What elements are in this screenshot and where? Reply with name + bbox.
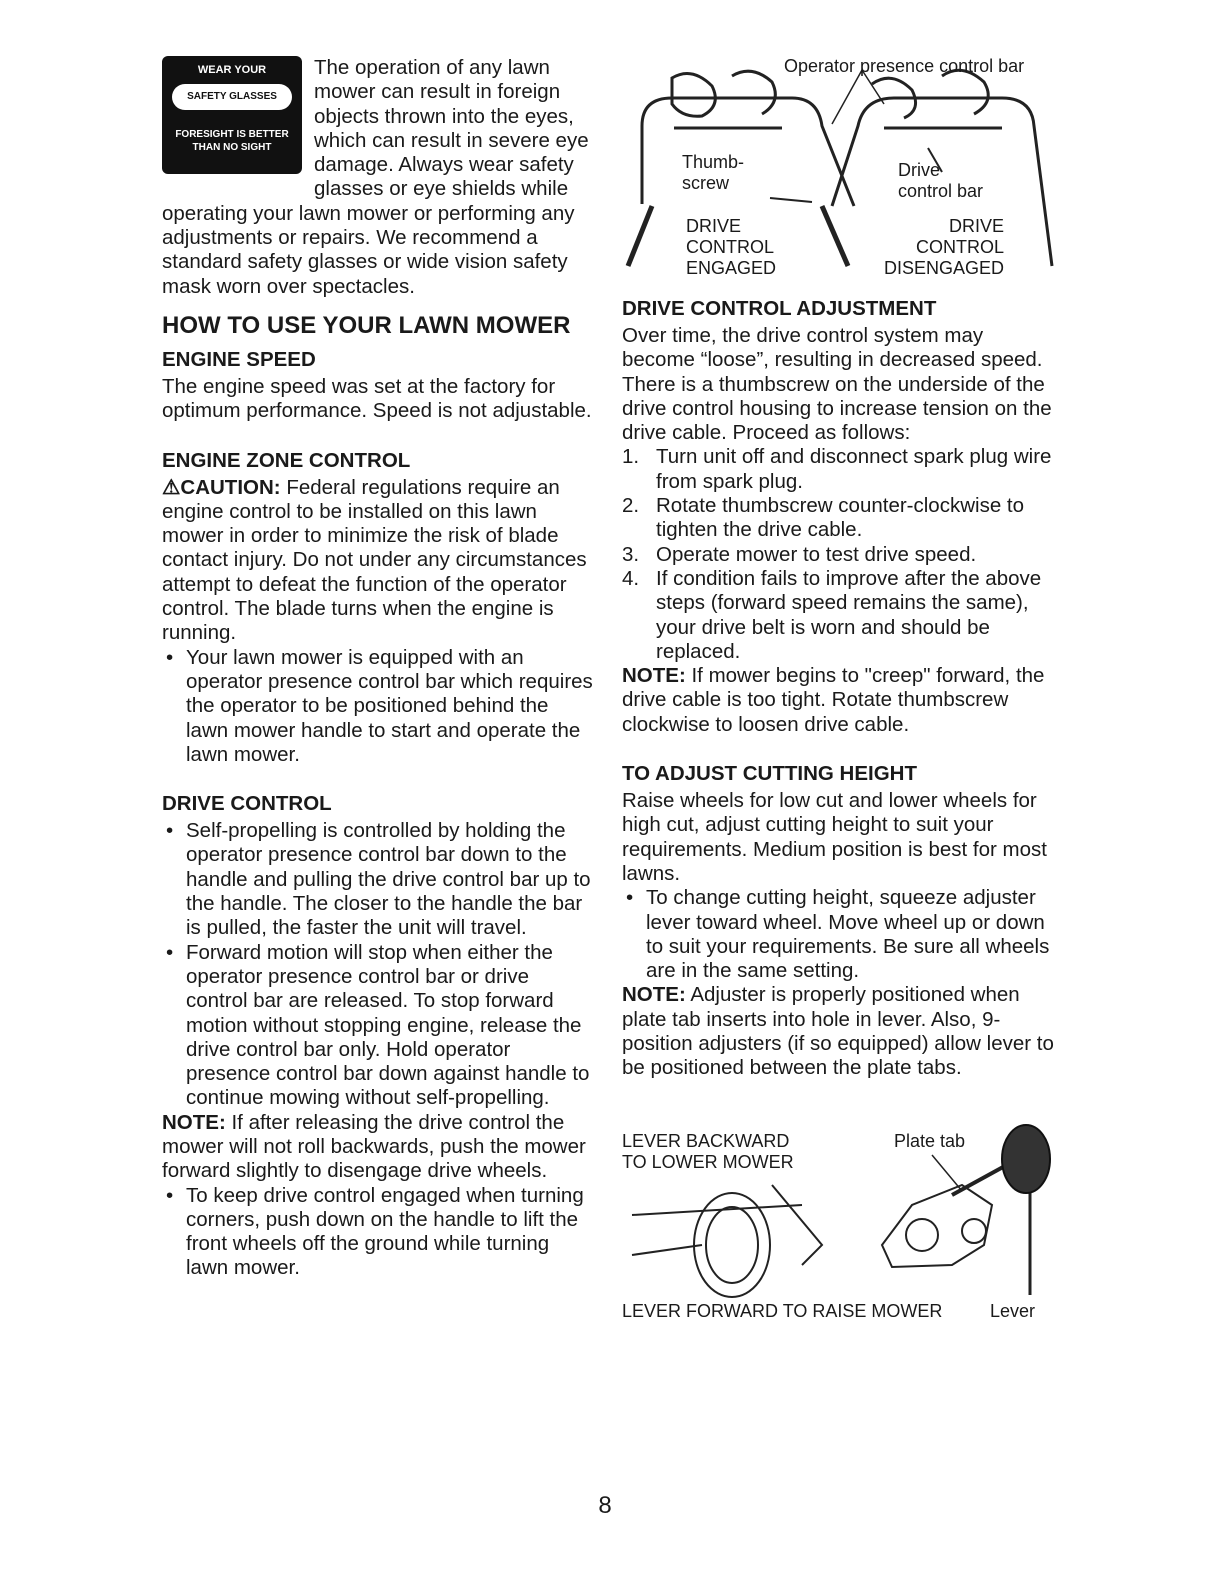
step-text: Turn unit off and disconnect spark plug wire from spark plug. <box>656 445 1052 493</box>
note-label: NOTE: <box>622 664 686 688</box>
step-text: Operate mower to test drive speed. <box>656 542 977 566</box>
thumbscrew-label: Thumb- screw <box>682 152 745 193</box>
note-text: If after releasing the drive control the mower will not roll backwards, push the mower forward slightly to disengage drive wheels. <box>162 1110 586 1183</box>
cutting-height-bullets <box>622 886 1054 983</box>
cutting-height-note <box>622 983 1054 1080</box>
note-label: NOTE: <box>162 1110 226 1134</box>
list-item: • Forward motion will stop when either the operator presence control bar or drive control bar are released. To stop forward motion without stopping engine, release the drive control bar only. Hold operator presence control bar down against handle to continue mowing without self-propelling. <box>162 941 594 1111</box>
engine-zone-heading: ENGINE ZONE CONTROL <box>162 448 411 472</box>
lever-forward-label: LEVER FORWARD TO RAISE MOWER <box>622 1300 943 1321</box>
list-item <box>622 543 1054 567</box>
list-item: • To keep drive control engaged when turning corners, push down on the handle to lift the front wheels off the ground while turning lawn mower. <box>162 1184 594 1281</box>
engine-speed-text: The engine speed was set at the factory for optimum performance. Speed is not adjustable. <box>162 374 592 423</box>
drive-control-bullets <box>162 819 594 1111</box>
safety-glasses-badge <box>162 56 302 174</box>
left-column <box>162 56 594 1281</box>
height-adjuster-illustration <box>622 1095 1054 1325</box>
step-text: If condition fails to improve after the above steps (forward speed remains the same), your drive belt is worn and should be replaced. <box>656 566 1042 663</box>
drive-control-note <box>162 1111 594 1184</box>
list-item <box>622 445 1054 494</box>
badge-line-3: FORESIGHT IS BETTER <box>175 129 289 140</box>
cutting-height-heading: TO ADJUST CUTTING HEIGHT <box>622 762 917 786</box>
step-text: Rotate thumbscrew counter-clockwise to tighten the drive cable. <box>656 494 1025 542</box>
lever-knob-icon <box>1002 1125 1050 1193</box>
caution-paragraph <box>162 476 594 646</box>
list-item: • To change cutting height, squeeze adjuster lever toward wheel. Move wheel up or down to suit your requirements. Be sure all wheels are in the same setting. <box>622 886 1054 983</box>
drive-control-bullets-2 <box>162 1184 594 1281</box>
disengaged-label: DRIVE CONTROL DISENGAGED <box>884 216 1005 278</box>
badge-line-2: SAFETY GLASSES <box>172 84 292 110</box>
page-number: 8 <box>598 1492 612 1519</box>
list-item: • Self-propelling is controlled by holding the operator presence control bar down to the handle and pulling the drive control bar up to the handle. The closer to the handle the bar is pulled, the faster the unit will travel. <box>162 819 594 940</box>
step-number: 2. <box>622 494 640 518</box>
note-label: NOTE: <box>622 983 686 1007</box>
drive-adjust-heading: DRIVE CONTROL ADJUSTMENT <box>622 297 937 320</box>
safety-warning-text: The operation of any lawn mower can result in foreign objects thrown into the eyes, which can result in severe eye damage. Always wear safety glasses or eye shields while operating your lawn mower or performing any adjustments or repairs. We recommend a standard safety glasses or wide vision safety mask worn over spectacles. <box>162 56 589 298</box>
lever-label: Lever <box>990 1300 1036 1321</box>
drive-adjust-intro: Over time, the drive control system may become “loose”, resulting in decreased speed. There is a thumbscrew on the underside of the drive control housing to increase tension on the drive cable. Proceed as follows: <box>622 324 1052 445</box>
engine-zone-bullets <box>162 646 594 767</box>
caution-icon: ⚠ <box>162 475 181 499</box>
drive-control-diagram <box>622 56 1054 296</box>
cutting-height-intro: Raise wheels for low cut and lower wheels for high cut, adjust cutting height to suit your requirements. Medium position is best for most lawns. <box>622 789 1047 885</box>
right-column <box>622 56 1054 1325</box>
step-number: 1. <box>622 445 640 469</box>
engaged-label: DRIVE CONTROL ENGAGED <box>686 216 777 278</box>
drive-control-heading: DRIVE CONTROL <box>162 792 332 816</box>
operator-bar-label: Operator presence control bar <box>784 56 1025 76</box>
step-number: 4. <box>622 566 640 590</box>
drive-adjust-steps <box>622 445 1054 664</box>
note-text: Adjuster is properly positioned when plate tab inserts into hole in lever. Also, 9-position adjusters (if so equipped) allow lever to be positioned between the plate tabs. <box>622 983 1054 1080</box>
drive-bar-label: Drive control bar <box>898 160 984 201</box>
step-number: 3. <box>622 542 640 566</box>
lever-backward-label: LEVER BACKWARD TO LOWER MOWER <box>622 1130 794 1172</box>
cutting-height-diagram <box>622 1095 1054 1325</box>
badge-line-4: THAN NO SIGHT <box>192 142 272 153</box>
caution-label: CAUTION: <box>180 475 281 499</box>
badge-line-1: WEAR YOUR <box>197 64 267 76</box>
how-to-title: HOW TO USE YOUR LAWN MOWER <box>162 311 571 339</box>
list-item: • Your lawn mower is equipped with an operator presence control bar which requires the operator to be positioned behind the lawn mower handle to start and operate the lawn mower. <box>162 646 594 767</box>
note-text: If mower begins to "creep" forward, the drive cable is too tight. Rotate thumbscrew clockwise to loosen drive cable. <box>622 664 1045 736</box>
caution-text: Federal regulations require an engine control to be installed on this lawn mower in order to minimize the risk of blade contact injury. Do not under any circumstances attempt to defeat the function of the operator control. The blade turns when the engine is running. <box>162 475 587 645</box>
list-item <box>622 567 1054 664</box>
drive-adjust-note <box>622 664 1054 737</box>
plate-tab-label: Plate tab <box>894 1130 966 1151</box>
list-item <box>622 494 1054 543</box>
badge-footer <box>162 128 302 154</box>
engine-speed-heading: ENGINE SPEED <box>162 347 316 371</box>
